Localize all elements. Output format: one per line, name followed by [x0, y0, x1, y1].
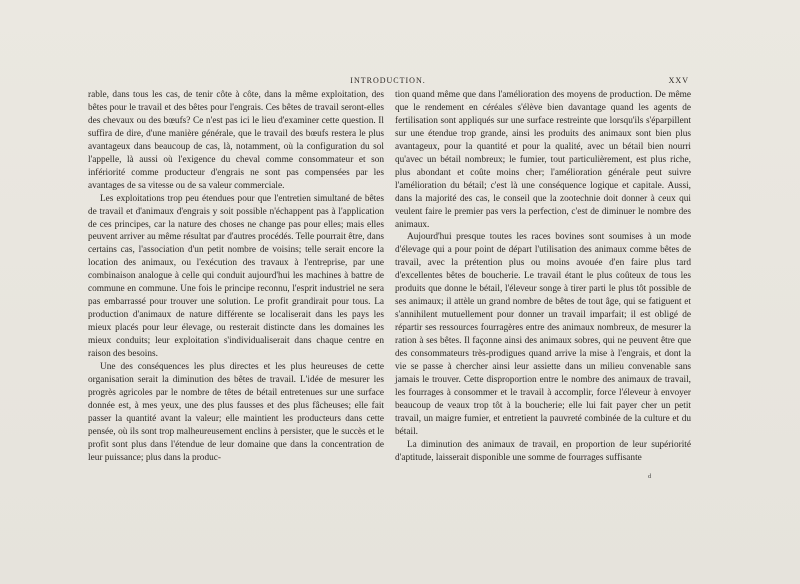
running-title: INTRODUCTION.	[350, 76, 426, 85]
paragraph: Une des conséquences les plus directes et les plus heureuses de cette organisation serait la diminution des bêtes de travail. L'idée de mesurer les progrès agricoles par le nombre de têtes de bétail entretenues sur une surface donnée est, à mes yeux, une des plus fausses et des plus fâcheuses; elle fait passer la quantité avant la valeur; elle maintient les producteurs dans cette pensée, où ils sont trop malheureusement enclins à persister, que le succès et le profit sont plus dans l'étendue de leur domaine que dans la concentration de leur puissance; plus dans la produc-	[88, 362, 384, 463]
paragraph: tion quand même que dans l'amélioration des moyens de production. De même que le rendement en céréales s'élève bien davantage quand les agents de fertilisation sont appliqués sur une surface restreinte que lorsqu'ils s'éparpillent sur une étendue trop grande, ainsi les produits des animaux sont bien plus avantageux, pour la quantité et pour la qualité, avec un bétail bien nourri qu'avec un bétail nombreux; le fumier, tout particulièrement, est plus riche, plus abondant et coûte moins cher; l'amélioration générale peut suivre l'amélioration du bétail; c'est là une conséquence logique et capitale. Aussi, dans la majorité des cas, le conseil que la zootechnie doit donner à ceux qui veulent faire le premier pas vers la perfection, c'est de diminuer le nombre des animaux.	[395, 90, 691, 230]
left-column	[88, 89, 384, 465]
paragraph: Les exploitations trop peu étendues pour que l'entretien simultané de bêtes de travail et d'animaux d'engrais y soit possible n'échappent pas à l'application de ces principes, car la nature des choses ne change pas pour elles; mais elles peuvent arriver au même résultat par d'autres procédés. Telle pourrait être, dans certains cas, l'association d'un petit nombre de voisins; telle serait encore la location des animaux, ou l'exécution des travaux à l'entreprise, par une combinaison analogue à celle qui conduit aujourd'hui les machines à battre de commune en commune. Une fois le principe reconnu, l'esprit industriel ne sera pas embarrassé pour trouver une solution. Le profit grandirait pour tous. La production d'animaux de nature différente se localiserait dans les pays les mieux placés pour leur élevage, ou resterait distincte dans les domaines les mieux conduits; leur exploitation s'individualiserait dans chaque centre en raison des besoins.	[88, 193, 384, 360]
paragraph: Aujourd'hui presque toutes les races bovines sont soumises à un mode d'élevage qui a pour point de départ l'utilisation des animaux comme bêtes de travail, avec la prétention plus ou moins avouée d'en faire plus tard d'excellentes bêtes de boucherie. Le travail étant le plus coûteux de tous les produits que donne le bétail, l'éleveur songe à tirer parti le plus tôt possible de ses animaux; il attèle un grand nombre de bêtes de tout âge, qui se fatiguent et s'annihilent mutuellement pour donner un travail imparfait; il est obligé de répartir ses ressources fourragères entre des animaux nombreux, de mesurer la ration à ses bêtes. Il façonne ainsi des animaux sobres, qui ne peuvent être que des consommateurs très-prodigues quand arrive la mise à l'engrais, et dont la vie se passe à chercher ainsi leur assiette dans un milieu convenable sans jamais le trouver. Cette disproportion entre le nombre des animaux de travail, les fourrages à consommer et le travail à accomplir, force l'éleveur à envoyer beaucoup de veaux trop tôt à la boucherie; elle lui fait payer cher un petit travail, un maigre fumier, et entretient la pauvreté combinée de la culture et du bétail.	[395, 232, 691, 437]
running-header	[87, 74, 689, 88]
right-column	[395, 89, 691, 465]
paragraph: rable, dans tous les cas, de tenir côte à côte, dans la même exploitation, des bêtes pour le travail et des bêtes pour l'engrais. Ces bêtes de travail seront-elles des chevaux ou des bœufs? Ce n'est pas ici le lieu d'examiner cette question. Il suffira de dire, d'une manière générale, que le travail des bœufs restera le plus avantageux dans beaucoup de cas, là, notamment, où la configuration du sol l'appelle, là aussi où l'exigence du cheval comme consommateur et son infériorité comme producteur d'engrais ne sont pas compensées par les avantages de sa vitesse ou de sa valeur commerciale.	[88, 90, 384, 191]
signature-mark: d	[648, 473, 652, 480]
paragraph: La diminution des animaux de travail, en proportion de leur supériorité d'aptitude, laisserait disponible une somme de fourrages suffisante	[395, 439, 691, 463]
page-number: XXV	[668, 76, 689, 85]
